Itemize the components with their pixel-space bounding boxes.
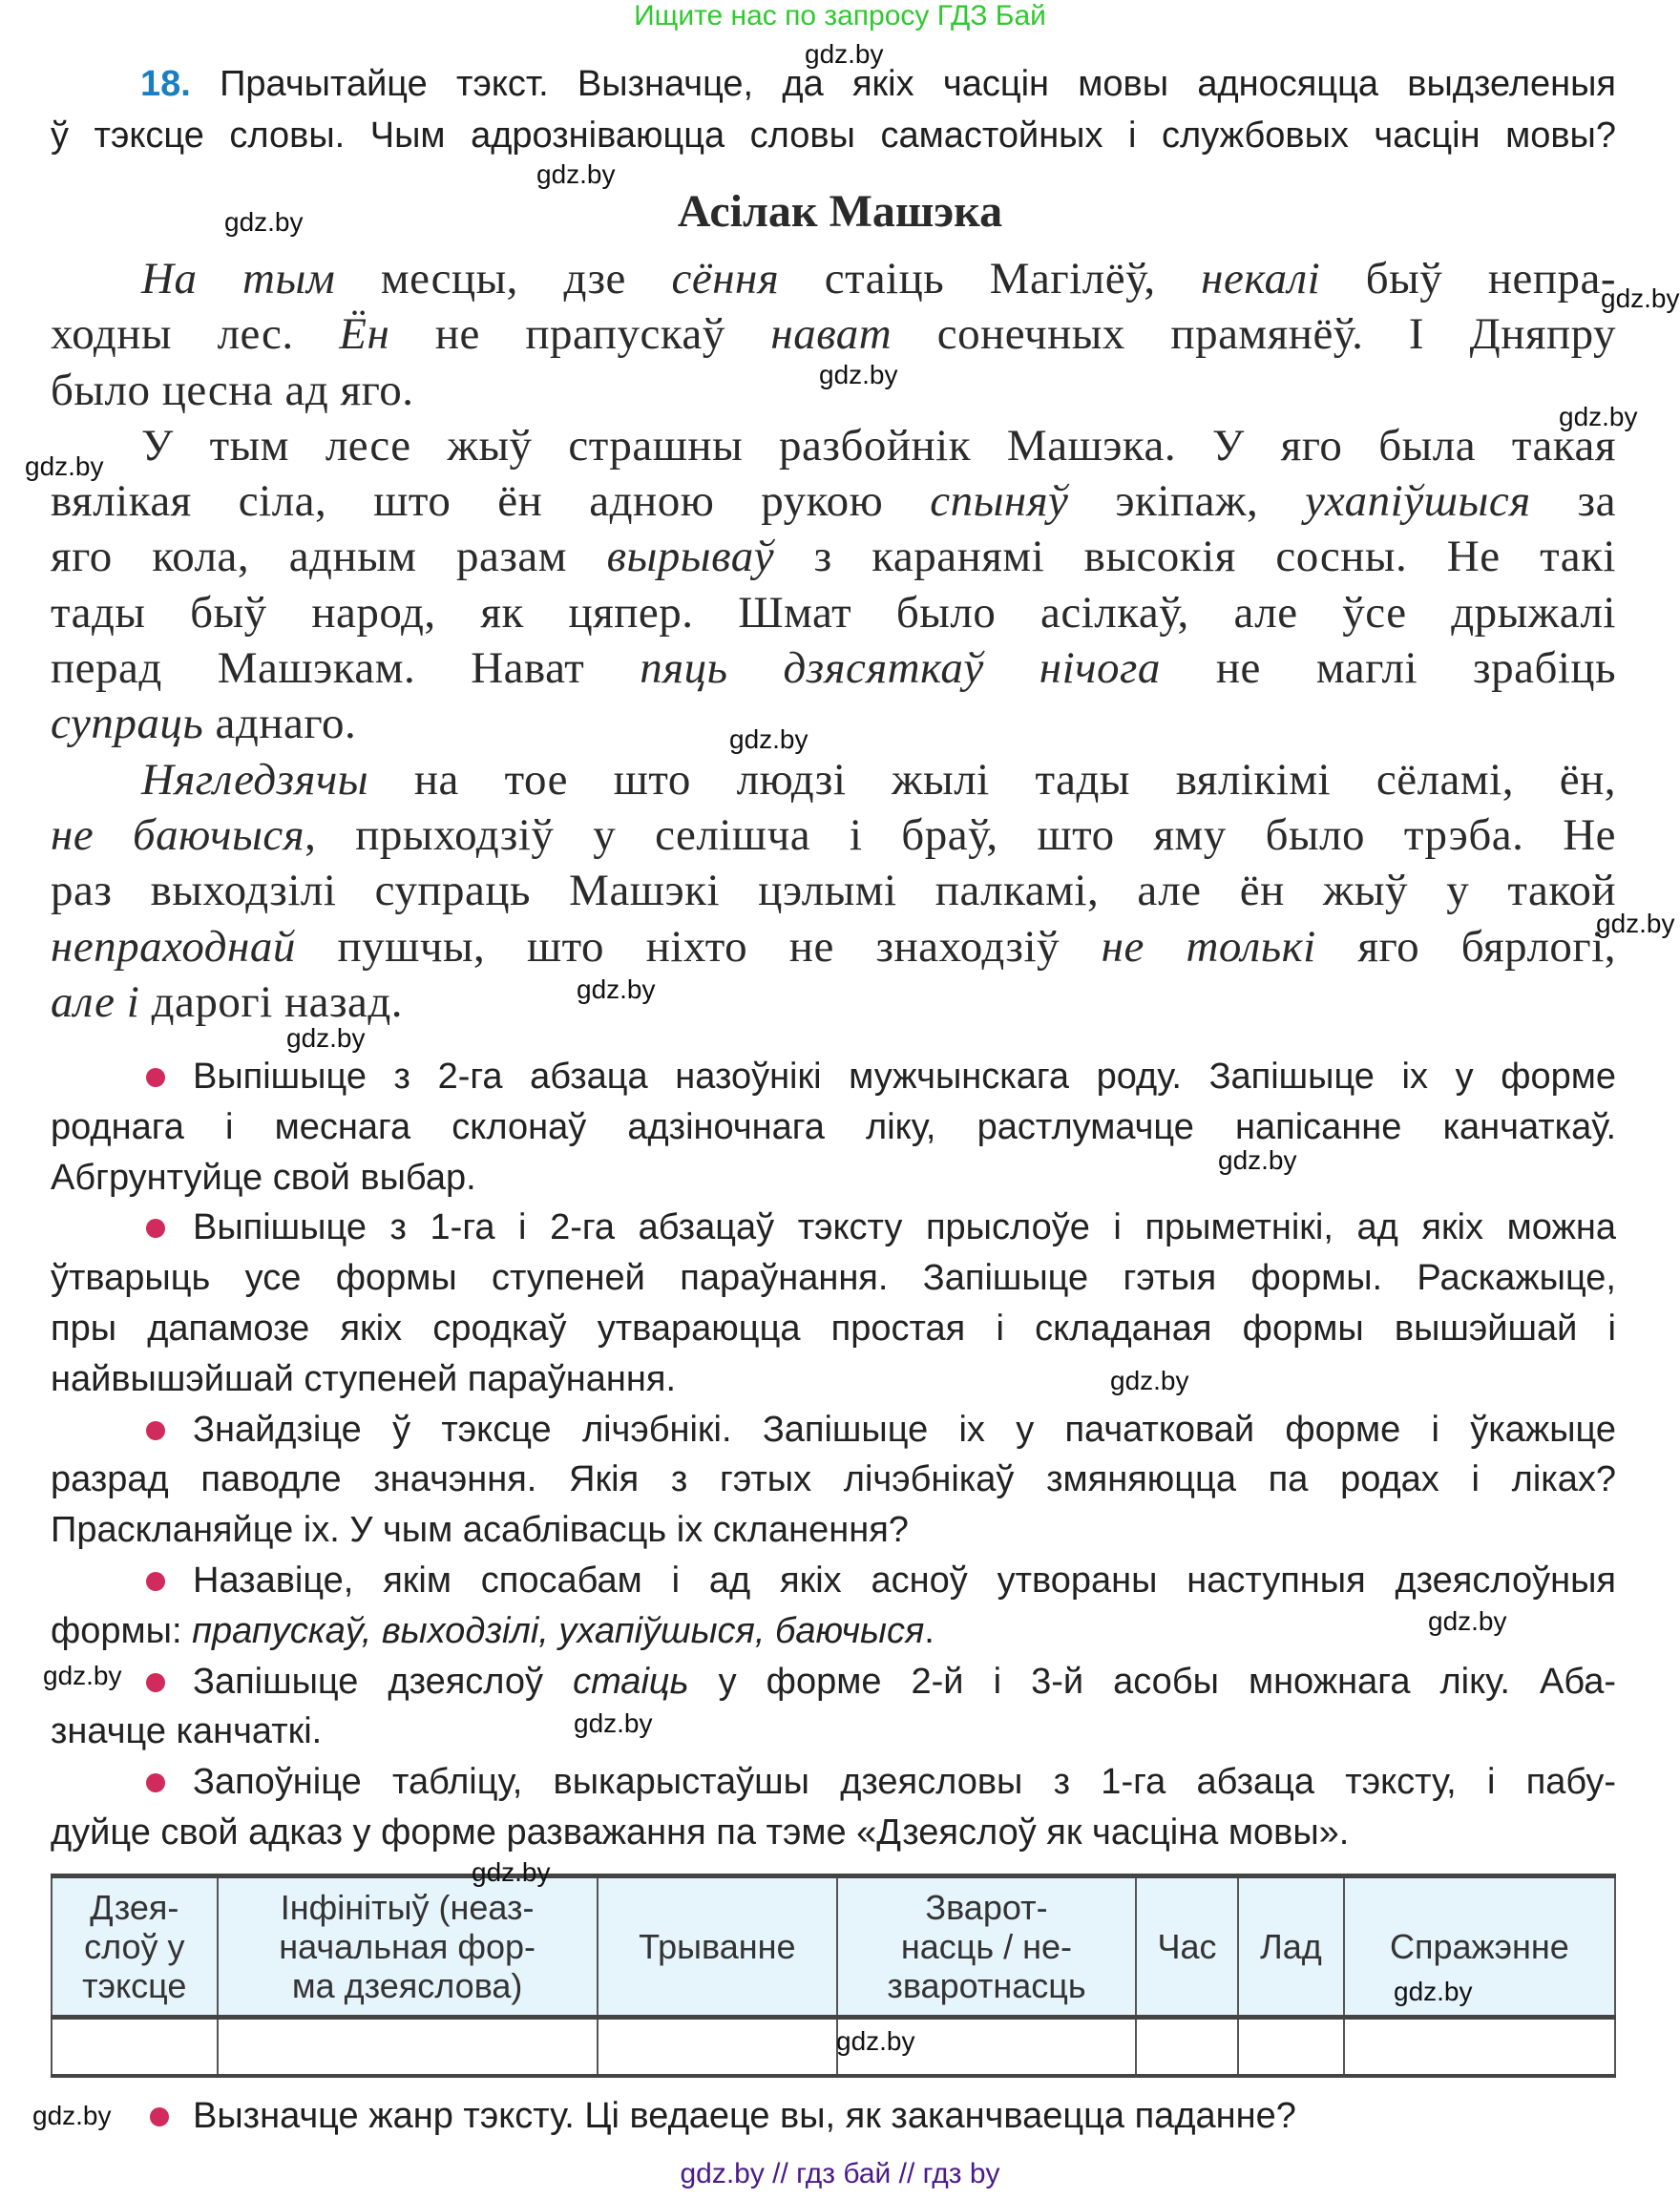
- text-segment: было цесна ад яго.: [51, 365, 414, 415]
- text-line: [51, 1102, 1616, 1153]
- bullet-icon: [150, 2107, 169, 2126]
- text-line: [51, 1606, 1616, 1657]
- watermark-text: gdz.by: [1218, 1145, 1297, 1175]
- highlighted-word: Нягледзячы: [141, 754, 369, 805]
- text-line: [51, 640, 1616, 696]
- watermark-text: gdz.by: [805, 39, 884, 69]
- highlighted-word: Ён: [339, 309, 390, 360]
- text-line: [51, 1052, 1616, 1102]
- text-line: [51, 696, 1616, 751]
- text-line: [51, 1253, 1616, 1304]
- task-item: [51, 1203, 1616, 1404]
- text-line: [51, 418, 1616, 473]
- text-segment: дарогі назад.: [139, 976, 404, 1027]
- watermark-text: gdz.by: [32, 2101, 112, 2130]
- text-segment: Выпішыце з 1-га і 2-га абзацаў тэксту прыслоўе і прыметнікі, ад якіх можна: [193, 1207, 1616, 1248]
- text-segment: стаіць Магілёў,: [779, 254, 1202, 304]
- text-line: [51, 1153, 1616, 1204]
- text-line: [51, 1354, 1616, 1405]
- text-line: [51, 1657, 1616, 1707]
- bullet-icon: [146, 1773, 165, 1792]
- table-cell: [598, 2018, 837, 2077]
- text-segment: экіпаж,: [1068, 476, 1306, 527]
- table-header-cell: Час: [1136, 1876, 1238, 2018]
- text-segment: пры дапамозе якіх сродкаў утвараюцца простая і складаная формы вышэйшай і: [51, 1308, 1616, 1349]
- watermark-text: gdz.by: [536, 159, 616, 189]
- text-segment: ўтварыць усе формы ступеней параўнання. Запішыце гэтыя формы. Раскажыце,: [51, 1258, 1616, 1299]
- text-segment: Запоўніце табліцу, выкарыстаўшы дзеясловы з 1-га абзаца тэксту, і пабу-: [193, 1762, 1616, 1803]
- watermark-text: gdz.by: [43, 1661, 122, 1690]
- task-item: [51, 1052, 1616, 1203]
- text-line: [51, 473, 1616, 529]
- table-header-row: [52, 1876, 1615, 2018]
- text-segment: быў непра-: [1320, 254, 1616, 304]
- watermark-text: gdz.by: [1110, 1366, 1189, 1395]
- table-cell: [218, 2018, 598, 2077]
- watermark-text: gdz.by: [1596, 909, 1675, 938]
- task-item: [51, 1556, 1616, 1657]
- story-paragraph: [51, 251, 1616, 418]
- table-cell: [1344, 2018, 1615, 2077]
- story-title: Асілак Машэка: [677, 186, 1003, 237]
- highlighted-word: сёння: [671, 254, 780, 304]
- text-segment: Запішыце дзеяслоў: [193, 1661, 574, 1702]
- text-segment: Праскланяйце іх. У чым асаблівасць іх скланення?: [51, 1510, 909, 1551]
- instruction-text: Прачытайце тэкст. Вызначце, да якіх часцін мовы адносяцца выдзеленыя: [220, 64, 1616, 104]
- task-item: [51, 1405, 1616, 1556]
- text-segment: вялікая сіла, што ён адною рукою: [51, 476, 931, 527]
- text-segment: з каранямі высокія сосны. Не такі: [774, 532, 1616, 582]
- table-header-cell: Лад: [1238, 1876, 1344, 2018]
- text-line: [51, 919, 1616, 974]
- text-segment: не прапускаў: [389, 309, 771, 360]
- table-body: [52, 2018, 1615, 2077]
- highlighted-word: непраходнай: [51, 921, 296, 972]
- text-segment: Абгрунтуйце свой выбар.: [51, 1157, 476, 1198]
- text-line: [51, 752, 1616, 807]
- instruction-line: ў тэксце словы. Чым адрозніваюцца словы самастойных і службовых часцін мовы?: [51, 115, 1616, 156]
- text-line: [51, 863, 1616, 918]
- text-line: [51, 585, 1616, 640]
- table-header-cell: Спражэнне: [1344, 1876, 1615, 2018]
- text-segment: у форме 2-й і 3-й асобы множнага ліку. Аба-: [688, 1661, 1616, 1702]
- text-segment: значце канчаткі.: [51, 1711, 323, 1752]
- watermark-text: gdz.by: [472, 1857, 551, 1887]
- watermark-text: gdz.by: [286, 1023, 366, 1053]
- bullet-icon: [146, 1068, 165, 1087]
- text-segment: Знайдзіце ў тэксце лічэбнікі. Запішыце іх у пачатковай форме і ўкажыце: [193, 1409, 1616, 1450]
- highlighted-word: На тым: [141, 254, 336, 304]
- watermark-text: gdz.by: [224, 207, 304, 237]
- watermark-text: gdz.by: [819, 360, 898, 389]
- highlighted-word: не толькі: [1101, 921, 1316, 972]
- text-line: [51, 1757, 1616, 1808]
- task-item: [51, 1657, 1616, 1758]
- text-line: [51, 1304, 1616, 1354]
- table-row: [52, 2018, 1615, 2077]
- text-line: [51, 1707, 1616, 1757]
- watermark-text: gdz.by: [25, 451, 104, 481]
- text-segment: Назавіце, якім спосабам і ад якіх асноў утвораны наступныя дзеяслоўныя: [193, 1560, 1616, 1601]
- bullet-icon: [146, 1673, 165, 1692]
- highlighted-word: спыняў: [930, 476, 1069, 527]
- text-segment: роднага і меснага склонаў адзіночнага ліку, растлумачце напісанне канчаткаў.: [51, 1106, 1616, 1147]
- highlighted-word: прапускаў, выходзілі, ухапіўшыся, баючыся: [192, 1610, 925, 1651]
- exercise-number: 18.: [140, 64, 191, 104]
- bullet-icon: [146, 1421, 165, 1440]
- watermark-text: gdz.by: [577, 974, 656, 1004]
- highlighted-word: супраць: [51, 699, 204, 749]
- highlighted-word: але і: [51, 976, 140, 1027]
- text-segment: , прыходзіў у селішча і браў, што яму было трэба. Не: [304, 809, 1616, 860]
- text-line: [51, 1405, 1616, 1456]
- task-item: [51, 1757, 1616, 1858]
- verb-table: [51, 1874, 1616, 2078]
- text-segment: .: [924, 1610, 934, 1651]
- footer-links: gdz.by // гдз бай // гдз by: [680, 2158, 1000, 2189]
- text-segment: найвышэйшай ступеней параўнання.: [51, 1358, 676, 1399]
- text-segment: на тое што людзі жылі тады вялікімі сёламі, ён,: [368, 754, 1616, 805]
- story-paragraph: [51, 418, 1616, 752]
- highlighted-word: пяць дзясяткаў нічога: [640, 643, 1161, 694]
- table-header-cell: Дзея- слоў у тэксце: [52, 1876, 218, 2018]
- text-line: [51, 1203, 1616, 1253]
- table-cell: [1136, 2018, 1238, 2077]
- bullet-icon: [146, 1219, 165, 1238]
- watermark-text: gdz.by: [1428, 1606, 1507, 1636]
- text-segment: дуйце свой адказ у форме разважання па тэме «Дзеяслоў як часціна мовы».: [51, 1812, 1350, 1853]
- text-segment: месцы, дзе: [335, 254, 672, 304]
- table-header-cell: Зварот- насць / не- зваротнасць: [837, 1876, 1136, 2018]
- highlighted-word: стаіць: [573, 1661, 689, 1702]
- story-paragraph: [51, 752, 1616, 1030]
- text-line: [51, 974, 1616, 1030]
- text-segment: за: [1530, 476, 1616, 527]
- bullet-icon: [146, 1572, 165, 1591]
- text-segment: разрад паводле значэння. Якія з гэтых лічэбнікаў змяняюцца па родах і ліках?: [51, 1459, 1616, 1500]
- text-segment: аднаго.: [203, 699, 357, 749]
- table-cell: [52, 2018, 218, 2077]
- watermark-text: gdz.by: [836, 2026, 915, 2056]
- text-segment: У тым лесе жыў страшны разбойнік Машэка. У яго была такая: [141, 420, 1616, 471]
- text-segment: яго бярлогі,: [1315, 921, 1617, 972]
- text-segment: яго кола, адным разам: [51, 532, 607, 582]
- watermark-text: gdz.by: [1559, 402, 1638, 431]
- text-segment: Выпішыце з 2-га абзаца назоўнікі мужчынскага роду. Запішыце іх у форме: [193, 1057, 1616, 1097]
- text-segment: раз выходзілі супраць Машэкі цэлымі палкамі, але ён жыў у такой: [51, 866, 1616, 916]
- text-segment: формы:: [51, 1610, 193, 1651]
- table-cell: [1238, 2018, 1344, 2077]
- exercise-instruction: [51, 58, 1616, 161]
- text-segment: не маглі зрабіць: [1160, 643, 1617, 694]
- text-line: [51, 807, 1616, 863]
- watermark-text: gdz.by: [729, 724, 808, 754]
- highlighted-word: ухапіўшыся: [1305, 476, 1531, 527]
- text-line: [51, 529, 1616, 584]
- highlighted-word: не баючыся: [51, 809, 305, 860]
- text-line: [51, 251, 1616, 306]
- text-segment: ходны лес.: [51, 309, 340, 360]
- watermark-text: gdz.by: [1601, 283, 1680, 313]
- watermark-text: gdz.by: [1394, 1977, 1473, 2006]
- text-segment: пушчы, што ніхто не знаходзіў: [295, 921, 1102, 972]
- text-line: [51, 1455, 1616, 1505]
- highlighted-word: нават: [770, 309, 892, 360]
- highlighted-word: некалі: [1201, 254, 1321, 304]
- text-line: [51, 1505, 1616, 1556]
- text-line: [51, 1556, 1616, 1606]
- table-header-cell: Інфінітыў (неаз- начальная фор- ма дзеяслова): [218, 1876, 598, 2018]
- text-line: [51, 1808, 1616, 1858]
- text-segment: перад Машэкам. Нават: [51, 643, 640, 694]
- highlighted-word: вырываў: [606, 532, 775, 582]
- watermark-text: gdz.by: [574, 1708, 653, 1738]
- text-segment: тады быў народ, як цяпер. Шмат было асілкаў, але ўсе дрыжалі: [51, 587, 1616, 638]
- text-line: [51, 306, 1616, 362]
- table-header-cell: Трыванне: [598, 1876, 837, 2018]
- task-list: [51, 1052, 1616, 1858]
- task-text: Вызначце жанр тэксту. Ці ведаеце вы, як заканчваецца паданне?: [193, 2096, 1296, 2136]
- search-banner: Ищите нас по запросу ГДЗ Бай: [634, 0, 1046, 31]
- text-segment: сонечных прамянёў. І Дняпру: [892, 309, 1616, 360]
